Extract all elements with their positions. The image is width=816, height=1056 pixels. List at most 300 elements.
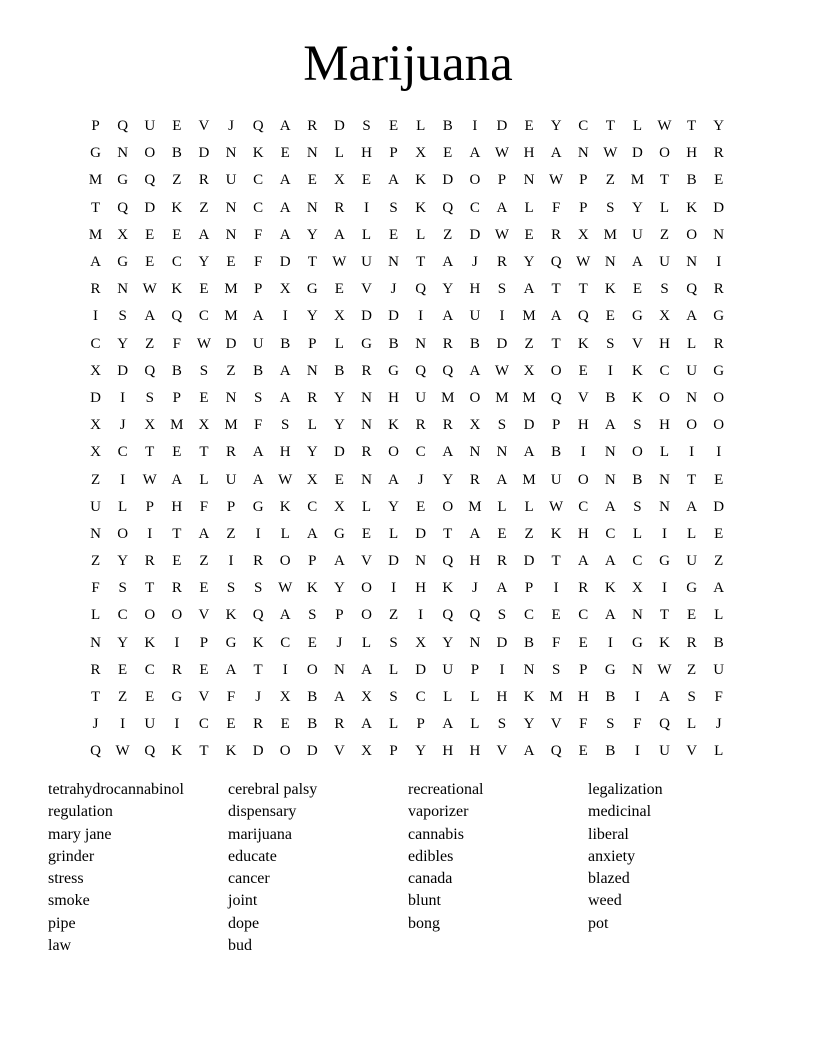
grid-cell: E bbox=[280, 716, 290, 733]
word-item: smoke bbox=[48, 892, 90, 910]
grid-cell: E bbox=[145, 226, 155, 243]
grid-cell: S bbox=[606, 335, 615, 352]
grid-row bbox=[82, 602, 734, 629]
grid-cell: K bbox=[604, 281, 616, 298]
grid-cell: O bbox=[388, 444, 399, 461]
grid-cell: V bbox=[577, 389, 589, 406]
grid-cell: E bbox=[199, 580, 209, 597]
grid-row bbox=[82, 738, 734, 765]
grid-cell: U bbox=[225, 172, 237, 189]
grid-cell: J bbox=[92, 716, 99, 733]
grid-cell: M bbox=[522, 308, 536, 325]
grid-cell: P bbox=[524, 580, 534, 597]
grid-cell: C bbox=[415, 689, 426, 706]
grid-cell: E bbox=[118, 661, 128, 678]
grid-cell: K bbox=[306, 580, 318, 597]
grid-cell: P bbox=[389, 145, 398, 162]
grid-cell: U bbox=[659, 254, 670, 271]
grid-cell: B bbox=[280, 335, 291, 352]
grid-cell: R bbox=[171, 580, 182, 597]
grid-cell: W bbox=[549, 498, 564, 515]
grid-cell: H bbox=[469, 743, 481, 760]
grid-cell: W bbox=[196, 335, 211, 352]
grid-row bbox=[82, 249, 734, 276]
grid-cell: Y bbox=[306, 226, 318, 243]
grid-cell: I bbox=[120, 389, 126, 406]
grid-cell: E bbox=[145, 689, 155, 706]
grid-cell: B bbox=[605, 743, 616, 760]
grid-cell: R bbox=[361, 444, 372, 461]
grid-cell: N bbox=[604, 254, 616, 271]
grid-cell: L bbox=[334, 145, 344, 162]
grid-cell: X bbox=[306, 471, 318, 488]
grid-cell: E bbox=[334, 281, 344, 298]
grid-cell: T bbox=[199, 743, 209, 760]
word-column bbox=[228, 779, 408, 957]
grid-cell: E bbox=[578, 743, 588, 760]
grid-cell: W bbox=[115, 743, 130, 760]
grid-cell: X bbox=[333, 308, 345, 325]
grid-cell: Q bbox=[144, 172, 156, 189]
grid-cell: I bbox=[716, 254, 722, 271]
grid-cell: Z bbox=[388, 607, 399, 624]
grid-cell: B bbox=[334, 362, 345, 379]
word-item: recreational bbox=[408, 781, 484, 798]
grid-cell: H bbox=[361, 145, 372, 162]
grid-cell: N bbox=[632, 661, 643, 678]
grid-cell: D bbox=[333, 444, 345, 461]
grid-cell: E bbox=[145, 254, 155, 271]
grid-cell: V bbox=[198, 118, 210, 135]
grid-cell: L bbox=[659, 199, 670, 216]
grid-cell: A bbox=[604, 553, 616, 570]
grid-cell: Q bbox=[117, 118, 129, 135]
word-item: cannabis bbox=[408, 825, 464, 843]
grid-cell: D bbox=[713, 199, 725, 216]
grid-cell: S bbox=[281, 417, 290, 434]
grid-cell: E bbox=[172, 553, 182, 570]
grid-cell: X bbox=[144, 417, 156, 434]
grid-cell: N bbox=[713, 226, 725, 243]
grid-cell: S bbox=[497, 417, 507, 434]
grid-cell: A bbox=[686, 308, 698, 325]
grid-cell: Q bbox=[550, 743, 562, 760]
grid-cell: G bbox=[117, 254, 129, 271]
grid-cell: D bbox=[388, 308, 399, 325]
grid-cell: E bbox=[551, 607, 561, 624]
word-item: dispensary bbox=[228, 803, 297, 821]
grid-cell: D bbox=[442, 172, 454, 189]
grid-cell: E bbox=[714, 172, 724, 189]
word-item: mary jane bbox=[48, 825, 112, 843]
grid-cell: R bbox=[442, 335, 453, 352]
grid-cell: U bbox=[686, 553, 698, 570]
grid-cell: A bbox=[686, 498, 698, 515]
grid-cell: R bbox=[469, 471, 480, 488]
grid-cell: N bbox=[225, 389, 237, 406]
grid-cell: A bbox=[550, 308, 562, 325]
grid-cell: G bbox=[225, 634, 237, 651]
grid-cell: E bbox=[714, 525, 724, 542]
grid-cell: X bbox=[333, 172, 345, 189]
grid-cell: X bbox=[415, 145, 427, 162]
grid-cell: A bbox=[442, 444, 454, 461]
grid-cell: I bbox=[607, 362, 613, 379]
grid-cell: O bbox=[469, 172, 481, 189]
grid-cell: A bbox=[659, 689, 670, 706]
grid-cell: H bbox=[442, 743, 454, 760]
grid-cell: S bbox=[389, 199, 398, 216]
grid-cell: Q bbox=[117, 199, 129, 216]
grid-cell: G bbox=[361, 335, 372, 352]
grid-cell: I bbox=[662, 525, 668, 542]
grid-cell: A bbox=[442, 308, 454, 325]
grid-cell: P bbox=[579, 172, 588, 189]
grid-cell: S bbox=[633, 498, 642, 515]
grid-cell: R bbox=[713, 145, 724, 162]
grid-cell: O bbox=[577, 471, 589, 488]
grid-cell: A bbox=[496, 471, 508, 488]
grid-cell: C bbox=[90, 335, 101, 352]
grid-cell: U bbox=[144, 716, 156, 733]
grid-cell: L bbox=[280, 525, 290, 542]
grid-cell: K bbox=[632, 389, 643, 406]
grid-cell: G bbox=[171, 689, 183, 706]
grid-cell: Z bbox=[659, 226, 670, 243]
grid-cell: R bbox=[171, 661, 182, 678]
grid-cell: T bbox=[605, 118, 615, 135]
grid-cell: L bbox=[361, 498, 372, 515]
grid-cell: N bbox=[496, 444, 508, 461]
grid-cell: I bbox=[662, 580, 668, 597]
grid-cell: I bbox=[472, 118, 478, 135]
grid-cell: H bbox=[496, 689, 508, 706]
word-item: weed bbox=[588, 892, 622, 910]
word-item: grinder bbox=[48, 847, 95, 865]
grid-cell: J bbox=[417, 471, 424, 488]
grid-cell: L bbox=[199, 471, 209, 488]
grid-cell: D bbox=[632, 145, 643, 162]
grid-cell: Y bbox=[550, 118, 562, 135]
grid-cell: X bbox=[90, 362, 101, 379]
grid-cell: P bbox=[579, 199, 588, 216]
grid-cell: K bbox=[171, 199, 183, 216]
grid-cell: A bbox=[279, 118, 291, 135]
grid-cell: L bbox=[524, 498, 534, 515]
grid-cell: R bbox=[144, 553, 155, 570]
grid-cell: O bbox=[171, 607, 183, 624]
grid-cell: Y bbox=[713, 118, 725, 135]
grid-cell: B bbox=[551, 444, 562, 461]
grid-cell: P bbox=[308, 553, 317, 570]
grid-cell: M bbox=[522, 389, 536, 406]
grid-cell: F bbox=[91, 580, 100, 597]
grid-cell: U bbox=[550, 471, 562, 488]
grid-row bbox=[82, 711, 734, 738]
grid-cell: E bbox=[172, 444, 182, 461]
grid-cell: N bbox=[306, 199, 318, 216]
grid-cell: E bbox=[361, 172, 372, 189]
grid-cell: R bbox=[307, 118, 318, 135]
grid-cell: K bbox=[144, 634, 156, 651]
grid-cell: N bbox=[686, 389, 698, 406]
grid-cell: X bbox=[198, 417, 210, 434]
grid-cell: X bbox=[361, 689, 372, 706]
grid-cell: Y bbox=[523, 254, 535, 271]
grid-cell: J bbox=[228, 118, 234, 135]
grid-cell: Y bbox=[117, 553, 129, 570]
grid-cell: W bbox=[657, 661, 672, 678]
grid-cell: W bbox=[142, 281, 157, 298]
grid-cell: U bbox=[442, 661, 454, 678]
grid-cell: W bbox=[576, 254, 591, 271]
grid-cell: R bbox=[551, 226, 562, 243]
grid-cell: Y bbox=[388, 498, 399, 515]
grid-cell: N bbox=[523, 172, 535, 189]
grid-cell: I bbox=[499, 661, 505, 678]
grid-cell: E bbox=[199, 661, 209, 678]
grid-cell: D bbox=[90, 389, 101, 406]
grid-cell: L bbox=[659, 444, 670, 461]
grid-cell: H bbox=[279, 444, 291, 461]
grid-cell: C bbox=[253, 199, 264, 216]
grid-cell: Q bbox=[550, 254, 562, 271]
grid-cell: J bbox=[471, 580, 478, 597]
grid-cell: S bbox=[362, 118, 371, 135]
grid-cell: D bbox=[496, 634, 508, 651]
grid-cell: O bbox=[713, 417, 725, 434]
grid-cell: I bbox=[418, 607, 424, 624]
grid-cell: N bbox=[415, 553, 427, 570]
grid-cell: S bbox=[145, 389, 154, 406]
grid-cell: R bbox=[578, 580, 589, 597]
grid-cell: A bbox=[577, 553, 589, 570]
grid-cell: Q bbox=[686, 281, 698, 298]
grid-cell: O bbox=[469, 389, 481, 406]
grid-cell: K bbox=[252, 145, 264, 162]
grid-cell: T bbox=[551, 335, 561, 352]
grid-cell: G bbox=[713, 362, 725, 379]
grid-cell: L bbox=[361, 226, 372, 243]
grid-cell: Z bbox=[90, 471, 101, 488]
grid-cell: I bbox=[282, 661, 288, 678]
grid-cell: N bbox=[686, 254, 698, 271]
grid-cell: R bbox=[496, 553, 507, 570]
word-item: edibles bbox=[408, 847, 454, 865]
grid-cell: P bbox=[253, 281, 263, 298]
grid-cell: R bbox=[198, 172, 209, 189]
grid-cell: C bbox=[280, 634, 291, 651]
grid-cell: Y bbox=[442, 281, 454, 298]
grid-cell: Y bbox=[306, 444, 318, 461]
grid-cell: R bbox=[334, 199, 345, 216]
grid-cell: W bbox=[549, 172, 564, 189]
grid-cell: I bbox=[120, 471, 126, 488]
grid-cell: I bbox=[716, 444, 722, 461]
word-item: pot bbox=[588, 914, 609, 932]
grid-cell: X bbox=[469, 417, 481, 434]
grid-cell: C bbox=[578, 118, 589, 135]
grid-cell: A bbox=[279, 607, 291, 624]
grid-row bbox=[82, 684, 734, 711]
grid-cell: U bbox=[713, 661, 725, 678]
grid-cell: Z bbox=[118, 689, 128, 706]
grid-cell: M bbox=[522, 471, 536, 488]
grid-cell: W bbox=[332, 254, 347, 271]
grid-cell: E bbox=[578, 634, 588, 651]
puzzle-title: Marijuana bbox=[303, 36, 513, 92]
grid-cell: Q bbox=[442, 362, 454, 379]
grid-cell: I bbox=[282, 308, 288, 325]
grid-cell: A bbox=[198, 525, 210, 542]
grid-cell: N bbox=[225, 199, 237, 216]
grid-cell: L bbox=[714, 607, 724, 624]
grid-cell: L bbox=[470, 689, 480, 706]
grid-cell: H bbox=[659, 417, 670, 434]
grid-cell: E bbox=[524, 226, 534, 243]
grid-cell: T bbox=[687, 471, 697, 488]
grid-cell: S bbox=[253, 389, 263, 406]
grid-cell: A bbox=[388, 471, 399, 488]
grid-cell: X bbox=[361, 743, 372, 760]
grid-cell: I bbox=[689, 444, 695, 461]
grid-cell: I bbox=[228, 553, 234, 570]
grid-cell: A bbox=[333, 226, 345, 243]
grid-cell: L bbox=[524, 199, 534, 216]
grid-cell: A bbox=[198, 226, 210, 243]
grid-cell: B bbox=[632, 471, 643, 488]
grid-cell: I bbox=[634, 743, 640, 760]
grid-cell: A bbox=[496, 580, 508, 597]
grid-cell: P bbox=[91, 118, 100, 135]
grid-cell: Y bbox=[442, 471, 454, 488]
grid-cell: P bbox=[172, 389, 181, 406]
grid-cell: K bbox=[388, 417, 399, 434]
grid-cell: S bbox=[551, 661, 561, 678]
grid-cell: O bbox=[279, 743, 291, 760]
grid-cell: G bbox=[90, 145, 101, 162]
grid-cell: U bbox=[415, 389, 427, 406]
grid-cell: N bbox=[659, 471, 670, 488]
grid-cell: Z bbox=[524, 335, 534, 352]
grid-cell: B bbox=[442, 118, 453, 135]
grid-cell: A bbox=[442, 254, 454, 271]
grid-cell: I bbox=[607, 634, 613, 651]
grid-row bbox=[82, 276, 734, 303]
grid-cell: E bbox=[632, 281, 642, 298]
grid-cell: E bbox=[605, 308, 615, 325]
word-item: pipe bbox=[48, 914, 76, 932]
grid-cell: E bbox=[416, 498, 426, 515]
grid-cell: P bbox=[308, 335, 317, 352]
grid-cell: A bbox=[252, 308, 264, 325]
grid-cell: N bbox=[632, 607, 643, 624]
grid-cell: Z bbox=[90, 553, 101, 570]
grid-cell: S bbox=[497, 716, 507, 733]
grid-cell: G bbox=[117, 172, 129, 189]
grid-cell: I bbox=[174, 634, 180, 651]
grid-cell: R bbox=[253, 553, 264, 570]
grid-cell: T bbox=[659, 172, 670, 189]
grid-cell: F bbox=[714, 689, 723, 706]
grid-cell: S bbox=[389, 634, 398, 651]
grid-cell: I bbox=[634, 689, 640, 706]
grid-cell: N bbox=[117, 145, 129, 162]
grid-cell: A bbox=[496, 199, 508, 216]
grid-cell: L bbox=[632, 118, 642, 135]
grid-cell: E bbox=[226, 716, 236, 733]
grid-cell: N bbox=[361, 389, 372, 406]
grid-cell: O bbox=[659, 145, 670, 162]
grid-cell: B bbox=[605, 689, 616, 706]
grid-cell: H bbox=[659, 335, 670, 352]
grid-cell: Q bbox=[442, 553, 454, 570]
grid-cell: U bbox=[90, 498, 101, 515]
grid-cell: W bbox=[494, 145, 510, 162]
grid-cell: M bbox=[224, 281, 238, 298]
grid-cell: N bbox=[333, 661, 345, 678]
grid-cell: R bbox=[253, 716, 264, 733]
grid-cell: M bbox=[170, 417, 184, 434]
grid-cell: A bbox=[252, 471, 264, 488]
grid-cell: K bbox=[550, 525, 562, 542]
grid-cell: G bbox=[659, 553, 670, 570]
grid-cell: G bbox=[252, 498, 264, 515]
grid-cell: Y bbox=[333, 389, 345, 406]
grid-cell: E bbox=[714, 471, 724, 488]
grid-cell: N bbox=[659, 498, 670, 515]
grid-cell: O bbox=[632, 444, 643, 461]
grid-cell: A bbox=[333, 689, 345, 706]
grid-cell: Z bbox=[605, 172, 615, 189]
grid-cell: H bbox=[171, 498, 183, 515]
grid-cell: Q bbox=[659, 716, 670, 733]
grid-cell: V bbox=[686, 743, 698, 760]
grid-cell: I bbox=[418, 308, 424, 325]
grid-cell: C bbox=[605, 525, 616, 542]
grid-cell: D bbox=[306, 743, 318, 760]
word-column bbox=[48, 779, 228, 957]
grid-cell: S bbox=[199, 362, 209, 379]
grid-cell: R bbox=[713, 281, 724, 298]
grid-cell: F bbox=[253, 254, 263, 271]
grid-cell: E bbox=[687, 607, 697, 624]
grid-cell: P bbox=[335, 607, 344, 624]
grid-cell: S bbox=[118, 308, 127, 325]
grid-cell: X bbox=[279, 689, 291, 706]
grid-cell: C bbox=[198, 716, 209, 733]
grid-cell: T bbox=[145, 580, 155, 597]
grid-cell: D bbox=[713, 498, 725, 515]
grid-cell: R bbox=[442, 417, 453, 434]
grid-cell: W bbox=[603, 145, 618, 162]
word-list bbox=[48, 779, 788, 957]
grid-cell: A bbox=[279, 389, 291, 406]
grid-cell: B bbox=[605, 389, 616, 406]
grid-cell: L bbox=[632, 525, 642, 542]
grid-cell: E bbox=[172, 226, 182, 243]
grid-cell: R bbox=[307, 389, 318, 406]
grid-cell: L bbox=[388, 525, 399, 542]
grid-cell: A bbox=[604, 607, 616, 624]
grid-cell: U bbox=[686, 362, 698, 379]
grid-cell: L bbox=[687, 525, 697, 542]
grid-row bbox=[82, 494, 734, 521]
grid-cell: O bbox=[279, 553, 291, 570]
grid-cell: Y bbox=[415, 743, 427, 760]
grid-cell: O bbox=[686, 226, 698, 243]
grid-cell: K bbox=[252, 634, 264, 651]
